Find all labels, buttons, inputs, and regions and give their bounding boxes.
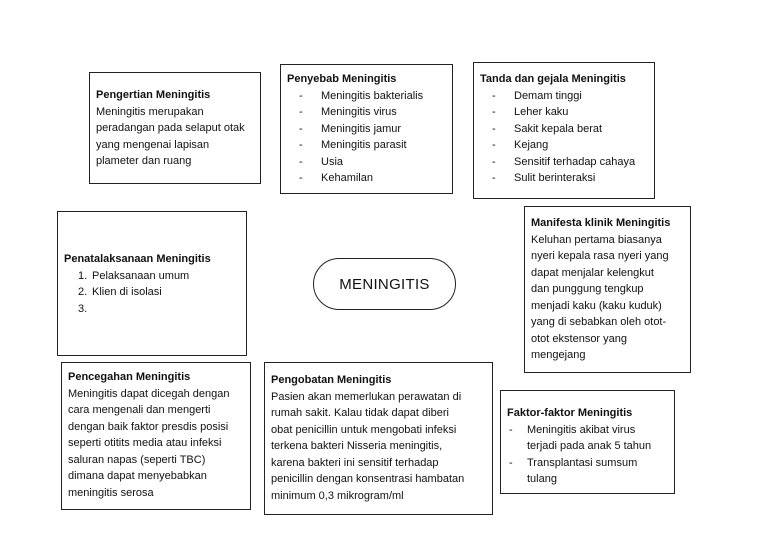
box-tanda-gejala — [473, 62, 655, 199]
pengobatan-line: terkena bakteri Nisseria meningitis, — [271, 440, 443, 452]
pengobatan-line: Pasien akan memerlukan perawatan di — [271, 390, 462, 403]
item-number: 2. — [78, 286, 88, 298]
box-pengertian — [89, 72, 261, 184]
tanda-title: Tanda dan gejala Meningitis — [480, 73, 626, 85]
penyebab-list — [287, 88, 446, 187]
pengobatan-line: karena bakteri ini sensitif terhadap — [271, 456, 439, 469]
pencegahan-line: dengan baik faktor presdis posisi — [68, 420, 229, 433]
pencegahan-line: seperti otitits media atau infeksi — [68, 437, 222, 449]
tanda-item: - Sakit kepala berat — [480, 121, 648, 138]
penyebab-item: - Meningitis parasit — [287, 137, 446, 154]
penatalaksanaan-item — [64, 268, 240, 285]
pencegahan-line: meningitis serosa — [68, 486, 154, 499]
penatalaksanaan-title: Penatalaksanaan Meningitis — [64, 253, 211, 265]
pengertian-line: Meningitis merupakan — [96, 105, 204, 118]
pengobatan-line: obat penicillin untuk mengobati infeksi — [271, 423, 457, 436]
box-pencegahan — [61, 362, 251, 510]
pengobatan-title: Pengobatan Meningitis — [271, 374, 392, 386]
tanda-list — [480, 88, 648, 187]
manifesta-title: Manifesta klinik Meningitis — [531, 217, 671, 229]
box-penyebab — [280, 64, 453, 194]
pencegahan-line: cara mengenali dan mengerti — [68, 404, 211, 416]
box-faktor-faktor — [500, 390, 675, 494]
pencegahan-line: dimana dapat menyebabkan — [68, 470, 207, 482]
box-penatalaksanaan — [57, 211, 247, 356]
faktor-item-line: terjadi pada anak 5 tahun — [527, 440, 652, 452]
pengobatan-line: rumah sakit. Kalau tidak dapat diberi — [271, 407, 449, 419]
faktor-item-line: Transplantasi sumsum — [527, 456, 638, 469]
tanda-item: - Sensitif terhadap cahaya — [480, 154, 648, 171]
pengertian-title: Pengertian Meningitis — [96, 89, 211, 101]
tanda-item: - Leher kaku — [480, 104, 648, 121]
faktor-title: Faktor-faktor Meningitis — [507, 407, 633, 419]
faktor-list — [507, 422, 668, 488]
penatalaksanaan-item — [64, 284, 240, 301]
pengobatan-line: penicillin dengan konsentrasi hambatan — [271, 473, 465, 485]
pencegahan-line: saluran napas (seperti TBC) — [68, 453, 206, 466]
pengertian-line: peradangan pada selaput otak — [96, 122, 245, 134]
manifesta-line: nyeri kepala rasa nyeri yang — [531, 250, 669, 262]
tanda-item: - Sulit berinteraksi — [480, 170, 648, 187]
pengertian-line: yang mengenai lapisan — [96, 138, 210, 151]
faktor-item-line: tulang — [527, 473, 557, 485]
pencegahan-line: Meningitis dapat dicegah dengan — [68, 387, 230, 400]
box-manifesta-klinik — [524, 206, 691, 373]
penyebab-item: - Kehamilan — [287, 170, 446, 187]
penyebab-title: Penyebab Meningitis — [287, 73, 397, 85]
item-text: Klien di isolasi — [92, 286, 162, 298]
tanda-item: - Demam tinggi — [480, 88, 648, 105]
manifesta-line: dan punggung tengkup — [531, 283, 644, 295]
manifesta-line: menjadi kaku (kaku kuduk) — [531, 299, 662, 312]
faktor-item — [507, 455, 668, 488]
item-number: 1. — [78, 269, 88, 282]
penyebab-item: - Meningitis virus — [287, 104, 446, 121]
penatalaksanaan-list — [64, 268, 240, 315]
faktor-item-line: Meningitis akibat virus — [527, 423, 636, 436]
center-node-meningitis — [313, 258, 456, 310]
center-label: MENINGITIS — [339, 275, 430, 293]
penyebab-item: - Meningitis bakterialis — [287, 88, 446, 105]
faktor-item — [507, 422, 668, 455]
manifesta-line: otot ekstensor yang — [531, 332, 628, 345]
penyebab-item: - Usia — [287, 154, 446, 171]
pencegahan-title: Pencegahan Meningitis — [68, 371, 191, 383]
penyebab-item: - Meningitis jamur — [287, 121, 446, 138]
manifesta-line: dapat menjalar kelengkut — [531, 266, 654, 279]
tanda-item: - Kejang — [480, 137, 648, 154]
pengobatan-line: minimum 0,3 mikrogram/ml — [271, 489, 404, 502]
manifesta-line: yang di sebabkan oleh otot- — [531, 316, 667, 328]
item-text: Pelaksanaan umum — [92, 269, 190, 282]
pengertian-line: plameter dan ruang — [96, 155, 192, 167]
item-number: 3. — [78, 302, 88, 315]
box-pengobatan — [264, 362, 493, 515]
manifesta-line: mengejang — [531, 349, 586, 361]
manifesta-line: Keluhan pertama biasanya — [531, 233, 662, 246]
